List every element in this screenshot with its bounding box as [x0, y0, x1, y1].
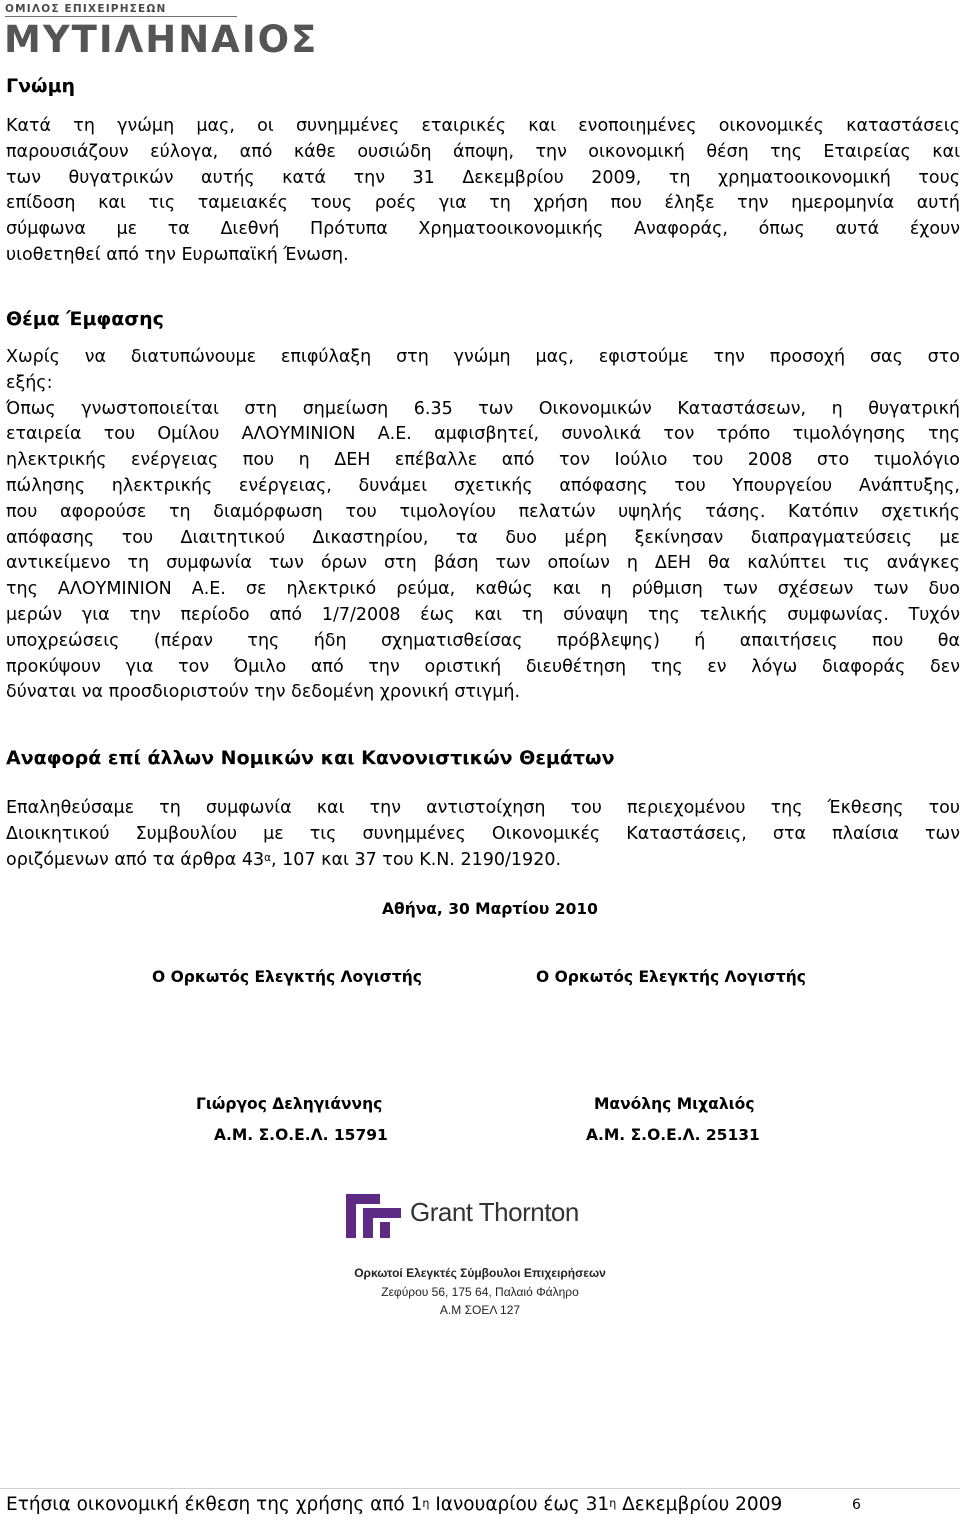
- emphasis-line: απόφασης του Διαιτητικού Δικαστηρίου, τα δυο μέρη ξεκίνησαν διαπραγματεύσεις με: [6, 527, 960, 548]
- other-matters-paragraph: [6, 796, 960, 873]
- ordinal-superscript: η: [422, 1496, 430, 1510]
- footer-text-start: Ετήσια οικονομική έκθεση της χρήσης από 1: [6, 1494, 423, 1515]
- company-group-label: ΟΜΙΛΟΣ ΕΠΙΧΕΙΡΗΣΕΩΝ: [5, 3, 167, 15]
- footer-divider: [0, 1488, 960, 1489]
- emphasis-line: Όπως γνωστοποιείται στη σημείωση 6.35 των Οικονομικών Καταστάσεων, η θυγατρική: [6, 398, 960, 419]
- right-signatory-title: Ο Ορκωτός Ελεγκτής Λογιστής: [536, 968, 806, 986]
- right-signatory-registration: Α.Μ. Σ.Ο.Ε.Λ. 25131: [586, 1126, 760, 1144]
- footer-report-title: [6, 1494, 782, 1515]
- emphasis-line: μερών για την περίοδο από 1/7/2008 έως και τη σύναψη της τελικής συμφωνίας. Τυχόν: [6, 604, 960, 625]
- opinion-line: των θυγατρικών αυτής κατά την 31 Δεκεμβρίου 2009, τη χρηματοοικονομική τους: [6, 167, 960, 188]
- left-signatory-registration: Α.Μ. Σ.Ο.Ε.Λ. 15791: [214, 1126, 388, 1144]
- opinion-line: επίδοση και τις ταμειακές τους ροές για τη χρήση που έληξε την ημερομηνία αυτή: [6, 193, 960, 214]
- emphasis-line: προκύψουν για τον Όμιλο από την οριστική διευθέτηση της εν λόγω διαφοράς δεν: [6, 656, 960, 677]
- grant-thornton-mark-icon: [346, 1192, 404, 1238]
- firm-registration: Α.Μ ΣΟΕΛ 127: [439, 1303, 521, 1317]
- emphasis-line: αντικείμενο τη συμφωνία των όρων στη βάση των οποίων η ΔΕΗ θα καλύπτει τις ανάγκες: [6, 553, 960, 574]
- other-matters-line3-rest: , 107 και 37 του Κ.Ν. 2190/1920.: [271, 849, 562, 870]
- firm-address: Ζεφύρου 56, 175 64, Παλαιό Φάληρο: [381, 1285, 579, 1299]
- emphasis-line: που αφορούσε τη διαμόρφωση του τιμολογίου πελατών υψηλής τάσης. Κατόπιν σχετικής: [6, 501, 960, 522]
- emphasis-line: υποχρεώσεις (πέραν της ήδη σχηματισθείσας πρόβλεψης) ή απαιτήσεις που θα: [6, 630, 960, 651]
- opinion-line: υιοθετηθεί από την Ευρωπαϊκή Ένωση.: [6, 244, 349, 265]
- footer-text-middle: Ιανουαρίου έως 31: [429, 1494, 610, 1515]
- left-signatory-title: Ο Ορκωτός Ελεγκτής Λογιστής: [152, 968, 422, 986]
- company-logo: ΜΥΤΙΛΗΝΑΙΟΣ: [4, 18, 319, 61]
- opinion-line: Κατά τη γνώμη μας, οι συνημμένες εταιρικές και ενοποιημένες οικονομικές καταστάσεις: [6, 116, 960, 136]
- emphasis-line: εταιρεία του Ομίλου ΑΛΟΥΜΙΝΙΟΝ Α.Ε. αμφισβητεί, συνολικά τον τρόπο τιμολόγησης της: [6, 424, 960, 445]
- right-signatory-name: Μανόλης Μιχαλιός: [594, 1095, 755, 1113]
- ordinal-superscript: η: [609, 1496, 617, 1510]
- emphasis-line: της ΑΛΟΥΜΙΝΙΟΝ Α.Ε. σε ηλεκτρικό ρεύμα, καθώς και η ρύθμιση των σχέσεων των δυο: [6, 579, 960, 600]
- other-matters-line: [6, 848, 960, 874]
- page-number: 6: [852, 1497, 861, 1513]
- opinion-line: σύμφωνα με τα Διεθνή Πρότυπα Χρηματοοικονομικής Αναφοράς, όπως αυτά έχουν: [6, 219, 960, 240]
- opinion-heading: Γνώμη: [6, 75, 76, 97]
- emphasis-line: δύναται να προσδιοριστούν την δεδομένη χρονική στιγμή.: [6, 682, 521, 703]
- other-matters-line: Επαληθεύσαμε τη συμφωνία και την αντιστοίχηση του περιεχομένου της Έκθεσης του: [6, 798, 960, 818]
- other-matters-heading: Αναφορά επί άλλων Νομικών και Κανονιστικών Θεμάτων: [6, 747, 615, 769]
- emphasis-line: πώλησης ηλεκτρικής ενέργειας, δυνάμει σχετικής απόφασης του Υπουργείου Ανάπτυξης,: [6, 475, 960, 496]
- footer-text-end: Δεκεμβρίου 2009: [616, 1494, 783, 1515]
- emphasis-line: Χωρίς να διατυπώνουμε επιφύλαξη στη γνώμη μας, εφιστούμε την προσοχή σας στο: [6, 347, 960, 367]
- firm-name: Grant Thornton: [410, 1197, 579, 1227]
- emphasis-heading: Θέμα Έμφασης: [6, 308, 164, 330]
- grant-thornton-logo: [346, 1192, 616, 1238]
- other-matters-line: Διοικητικού Συμβουλίου με τις συνημμένες Οικονομικές Καταστάσεις, στα πλαίσια των: [6, 823, 960, 844]
- opinion-paragraph: [6, 114, 960, 269]
- signing-date: Αθήνα, 30 Μαρτίου 2010: [382, 900, 598, 918]
- emphasis-line: ηλεκτρικής ενέργειας που η ΔΕΗ επέβαλλε από τον Ιούλιο του 2008 στο τιμολόγιο: [6, 450, 960, 471]
- other-matters-line3-text: οριζόμενων από τα άρθρα 43: [6, 849, 265, 870]
- left-signatory-name: Γιώργος Δεληγιάννης: [196, 1095, 383, 1113]
- emphasis-line: εξής:: [6, 372, 53, 393]
- ordinal-superscript: α: [264, 852, 272, 865]
- firm-subtitle: Ορκωτοί Ελεγκτές Σύμβουλοι Επιχειρήσεων: [354, 1266, 606, 1280]
- opinion-line: παρουσιάζουν εύλογα, από κάθε ουσιώδη άποψη, την οικονομική θέση της Εταιρείας και: [6, 141, 960, 162]
- emphasis-paragraph: [6, 345, 960, 706]
